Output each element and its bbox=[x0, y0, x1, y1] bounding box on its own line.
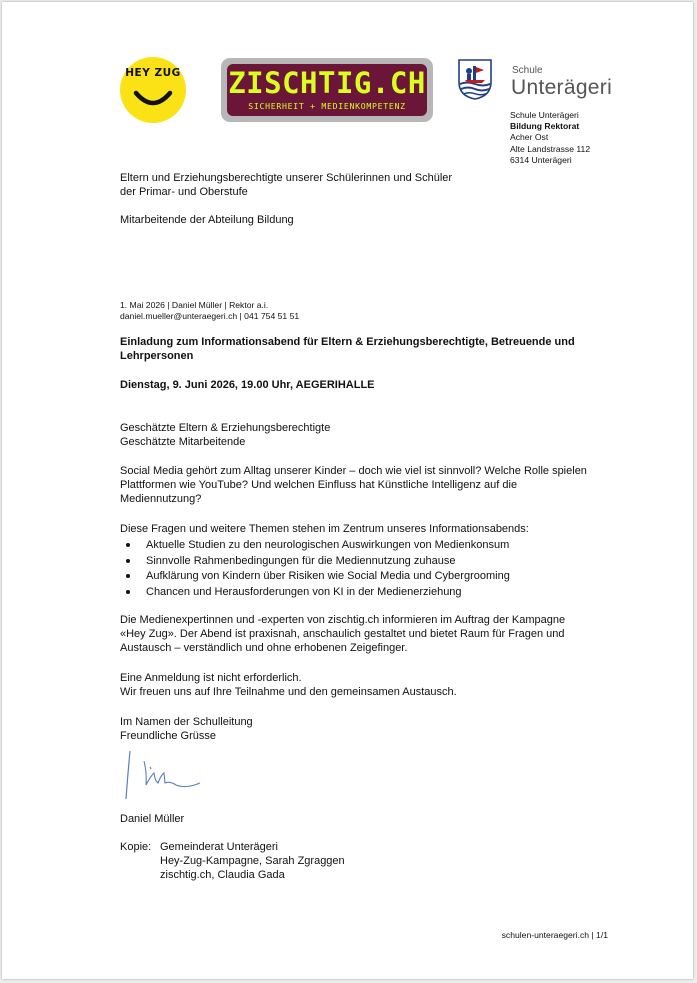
event-date: Dienstag, 9. Juni 2026, 19.00 Uhr, AEGERIHALLE bbox=[120, 379, 375, 391]
sender-line: Schule Unterägeri bbox=[510, 110, 579, 120]
topics-intro: Diese Fragen und weitere Themen stehen im Zentrum unseres Informationsabends: bbox=[120, 523, 529, 535]
paragraph-line: Wir freuen uns auf Ihre Teilnahme und den gemeinsamen Austausch. bbox=[120, 686, 457, 698]
letter-page bbox=[2, 2, 693, 979]
bullet-icon bbox=[126, 574, 130, 578]
recipient-line: Eltern und Erziehungsberechtigte unserer Schülerinnen und Schüler bbox=[120, 172, 453, 184]
copy-line: Hey-Zug-Kampagne, Sarah Zgraggen bbox=[160, 855, 345, 867]
list-item bbox=[120, 585, 529, 599]
subject-line: Einladung zum Informationsabend für Eltern & Erziehungsberechtigte, Betreuende und bbox=[120, 336, 575, 348]
subject-line: Lehrpersonen bbox=[120, 350, 194, 362]
recipient-line: der Primar- und Oberstufe bbox=[120, 186, 248, 198]
paragraph-line: Social Media gehört zum Alltag unserer Kinder – doch wie viel ist sinnvoll? Welche Rolle spielen bbox=[120, 465, 587, 477]
school-logo-small-text: Schule bbox=[512, 65, 543, 76]
paragraph-line: «Hey Zug». Der Abend ist praxisnah, anschaulich gestaltet und bietet Raum für Fragen und bbox=[120, 628, 565, 640]
zischtig-logo-title: ZISCHTIG.CH bbox=[228, 66, 426, 100]
sender-line: Acher Ost bbox=[510, 132, 549, 143]
sender-address bbox=[510, 110, 590, 166]
zischtig-logo-subtitle: SICHERHEIT + MEDIENKOMPETENZ bbox=[248, 101, 406, 111]
list-item bbox=[120, 538, 529, 552]
paragraph-intro bbox=[120, 464, 587, 506]
salutation-line: Geschätzte Mitarbeitende bbox=[120, 436, 246, 448]
date-author-line: 1. Mai 2026 | Daniel Müller | Rektor a.i. bbox=[120, 300, 269, 310]
list-item-text: Aktuelle Studien zu den neurologischen Auswirkungen von Medienkonsum bbox=[146, 539, 510, 551]
sender-line: Alte Landstrasse 112 bbox=[510, 143, 591, 154]
list-item bbox=[120, 554, 529, 568]
list-item-text: Chancen und Herausforderungen von KI in der Medienerziehung bbox=[146, 585, 462, 598]
list-item-text: Sinnvolle Rahmenbedingungen für die Mediennutzung zuhause bbox=[146, 554, 456, 567]
paragraph-line: Die Medienexpertinnen und -experten von zischtig.ch informieren im Auftrag der Kampagne bbox=[120, 614, 566, 626]
school-crest-icon bbox=[457, 58, 493, 100]
letter-meta bbox=[120, 300, 299, 322]
list-item bbox=[120, 569, 529, 583]
letter-subject bbox=[120, 335, 575, 363]
salutation bbox=[120, 421, 330, 449]
sender-line: Bildung Rektorat bbox=[510, 121, 580, 132]
zischtig-logo bbox=[221, 58, 433, 122]
copy-line: Gemeinderat Unterägeri bbox=[160, 841, 279, 853]
hey-zug-logo-text: HEY ZUG bbox=[125, 67, 181, 79]
copy-label: Kopie: bbox=[120, 841, 152, 853]
bullet-icon bbox=[126, 590, 130, 594]
paragraph-line: Plattformen wie YouTube? Und welchen Einfluss hat Künstliche Intelligenz auf die bbox=[120, 479, 518, 491]
paragraph-registration bbox=[120, 671, 457, 699]
bullet-icon bbox=[126, 543, 130, 547]
copy-line: zischtig.ch, Claudia Gada bbox=[160, 869, 285, 881]
closing-line: Freundliche Grüsse bbox=[120, 730, 216, 742]
school-logo-name: Unterägeri bbox=[511, 76, 613, 99]
bullet-icon bbox=[126, 559, 130, 563]
salutation-line: Geschätzte Eltern & Erziehungsberechtigte bbox=[120, 422, 331, 434]
paragraph-line: Austausch – verständlich und ohne erhobenen Zeigefinger. bbox=[120, 642, 408, 654]
sender-line: 6314 Unterägeri bbox=[510, 154, 572, 165]
paragraph-line: Mediennutzung? bbox=[120, 493, 202, 505]
signer-name: Daniel Müller bbox=[120, 813, 185, 825]
paragraph-line: Eine Anmeldung ist nicht erforderlich. bbox=[120, 672, 302, 684]
paragraph-topics bbox=[120, 522, 529, 599]
contact-line: daniel.mueller@unteraegeri.ch | 041 754 51 51 bbox=[120, 311, 300, 322]
closing-line: Im Namen der Schulleitung bbox=[120, 716, 253, 728]
page-footer: schulen-unteraegeri.ch | 1/1 bbox=[501, 930, 608, 940]
topics-list bbox=[120, 538, 529, 599]
recipient-line: Mitarbeitende der Abteilung Bildung bbox=[120, 214, 294, 226]
list-item-text: Aufklärung von Kindern über Risiken wie Social Media und Cybergrooming bbox=[146, 570, 510, 582]
signature-image bbox=[120, 747, 210, 802]
paragraph-experts bbox=[120, 613, 565, 655]
copy-recipients bbox=[160, 840, 345, 882]
hey-zug-logo bbox=[120, 57, 186, 123]
recipients-block bbox=[120, 171, 452, 227]
closing bbox=[120, 715, 253, 743]
